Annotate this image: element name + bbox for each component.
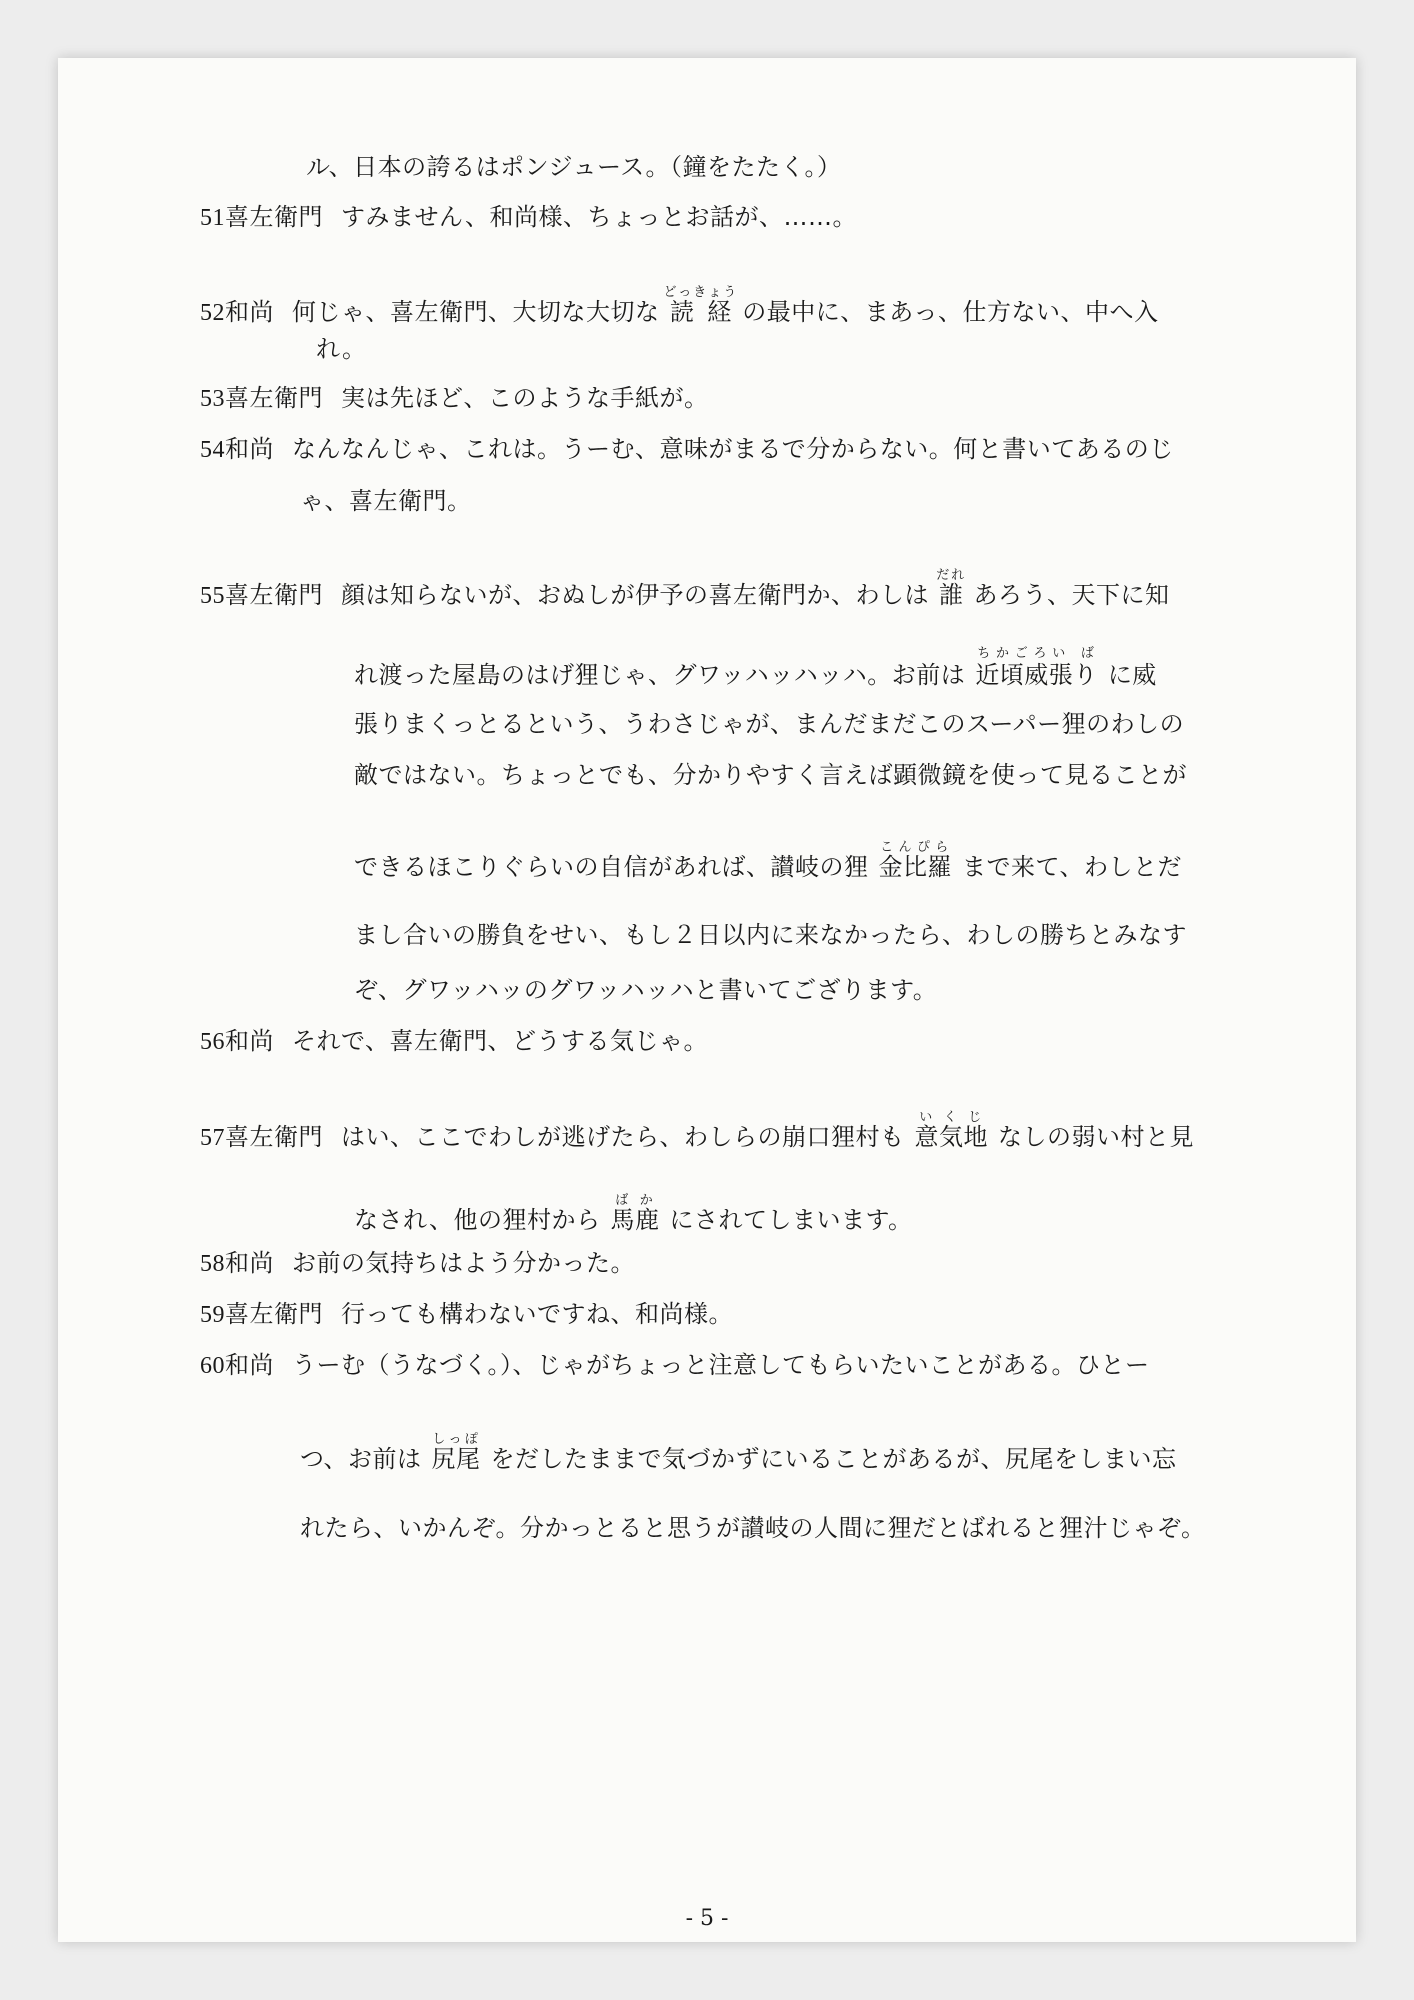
script-line <box>354 920 1187 950</box>
dialogue-text: それで、喜左衛門、どうする気じゃ。 <box>292 1027 709 1055</box>
dialogue-text: お前の気持ちはよう分かった。 <box>292 1249 635 1277</box>
dialogue-text: に威 <box>1107 661 1157 689</box>
dialogue-text: はい、ここでわしが逃げたら、わしらの崩口狸村も <box>341 1123 905 1151</box>
line-number: 52 <box>200 300 225 326</box>
ruby-annotated-word: 読経どっきょう <box>663 285 739 326</box>
dialogue-text: 張りまくっとるという、うわさじゃが、まんだまだこのスーパー狸のわしの <box>354 710 1185 738</box>
dialogue-text: うーむ（うなづく。）、じゃがちょっと注意してもらいたいことがある。ひとー <box>292 1351 1150 1379</box>
script-line <box>316 334 366 364</box>
speaker-name: 喜左衛門 <box>225 384 323 412</box>
dialogue-text: ル、日本の誇るはポンジュース。（鐘をたたく。） <box>306 153 842 181</box>
dialogue-text: 行っても構わないですね、和尚様。 <box>341 1300 733 1328</box>
script-line <box>200 202 857 233</box>
dialogue-text: 何じゃ、喜左衛門、大切な大切な <box>292 298 660 326</box>
line-number: 59 <box>200 1302 225 1328</box>
script-line <box>200 1026 708 1057</box>
dialogue-text: れ。 <box>316 335 367 363</box>
script-line <box>354 1193 913 1235</box>
ruby-annotated-word: 意気地いくじ <box>914 1110 988 1151</box>
dialogue-text: まで来て、わしとだ <box>962 853 1183 881</box>
script-line <box>200 1350 1150 1381</box>
script-line <box>354 975 937 1005</box>
line-number: 53 <box>200 386 225 412</box>
ruby-annotated-word: 馬鹿ばか <box>610 1193 660 1234</box>
dialogue-text: なしの弱い村と見 <box>998 1123 1194 1151</box>
dialogue-text: すみません、和尚様、ちょっとお話が、……。 <box>341 203 857 231</box>
dialogue-text: つ、お前は <box>300 1445 422 1473</box>
dialogue-text: ゃ、喜左衛門。 <box>300 487 472 515</box>
script-line <box>200 1248 635 1279</box>
script-line <box>306 152 842 182</box>
speaker-name: 和尚 <box>225 1249 274 1277</box>
script-line <box>300 1432 1177 1474</box>
speaker-name: 和尚 <box>225 1027 274 1055</box>
script-line <box>354 760 1187 790</box>
dialogue-text: なされ、他の狸村から <box>354 1206 601 1234</box>
speaker-name: 和尚 <box>225 298 274 326</box>
script-line <box>300 1513 1206 1543</box>
dialogue-text: 敵ではない。ちょっとでも、分かりやすく言えば顕微鏡を使って見ることが <box>354 761 1187 789</box>
dialogue-text: できるほこりぐらいの自信があれば、讃岐の狸 <box>354 853 869 881</box>
speaker-name: 喜左衛門 <box>225 203 323 231</box>
dialogue-text: 顔は知らないが、おぬしが伊予の喜左衛門か、わしは <box>341 581 929 609</box>
script-line <box>354 709 1184 739</box>
dialogue-text: にされてしまいます。 <box>669 1206 913 1234</box>
dialogue-text: れたら、いかんぞ。分かっとると思うが讃岐の人間に狸だとばれると狸汁じゃぞ。 <box>300 1514 1206 1542</box>
script-line <box>200 434 1174 465</box>
dialogue-text: ぞ、グワッハッのグワッハッハと書いてござります。 <box>354 976 938 1004</box>
script-line <box>200 285 1159 328</box>
dialogue-text: まし合いの勝負をせい、もし２日以内に来なかったら、わしの勝ちとみなす <box>354 921 1187 949</box>
dialogue-text: をだしたままで気づかずにいることがあるが、尻尾をしまい忘 <box>490 1445 1177 1473</box>
line-number: 55 <box>200 583 225 609</box>
line-number: 56 <box>200 1029 225 1055</box>
dialogue-text: の最中に、まあっ、仕方ない、中へ入 <box>742 298 1159 326</box>
dialogue-text: なんなんじゃ、これは。うーむ、意味がまるで分からない。何と書いてあるのじ <box>292 435 1174 463</box>
page-number: - 5 - <box>685 1906 729 1931</box>
speaker-name: 喜左衛門 <box>225 581 323 609</box>
document-page <box>58 58 1356 1942</box>
ruby-annotated-word: 近頃威張りちかごろい ば <box>975 646 1098 689</box>
speaker-name: 喜左衛門 <box>225 1123 323 1151</box>
speaker-name: 和尚 <box>225 1351 274 1379</box>
dialogue-text: れ渡った屋島のはげ狸じゃ、グワッハッハッハ。お前は <box>354 661 966 689</box>
line-number: 54 <box>200 437 225 463</box>
script-line <box>200 1299 733 1330</box>
ruby-annotated-word: 誰だれ <box>936 568 967 609</box>
line-number: 60 <box>200 1353 225 1379</box>
line-number: 58 <box>200 1251 225 1277</box>
script-line <box>354 840 1182 882</box>
ruby-annotated-word: 金比羅こんぴら <box>878 840 952 881</box>
script-line <box>200 568 1170 611</box>
dialogue-text: 実は先ほど、このような手紙が。 <box>341 384 709 412</box>
speaker-name: 喜左衛門 <box>225 1300 323 1328</box>
script-line <box>300 486 472 516</box>
line-number: 57 <box>200 1125 225 1151</box>
script-line <box>200 383 709 414</box>
script-line <box>354 646 1157 690</box>
line-number: 51 <box>200 205 225 231</box>
dialogue-text: あろう、天下に知 <box>973 581 1170 609</box>
speaker-name: 和尚 <box>225 435 274 463</box>
ruby-annotated-word: 尻尾しっぽ <box>431 1432 481 1473</box>
script-line <box>200 1110 1194 1153</box>
